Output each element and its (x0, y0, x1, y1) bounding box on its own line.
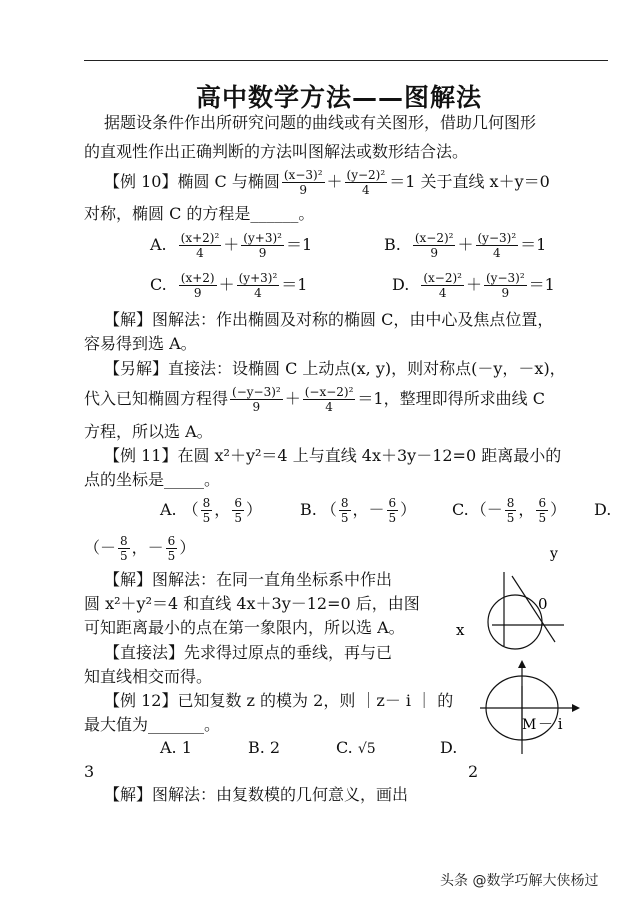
ex12-question-2: 最大值为_______。 (84, 715, 221, 734)
ex11-option-b: B. （ $\frac{8}{5}$ ，－ $\frac{6}{5}$ ） (300, 495, 417, 525)
ex10-option-c: C. $\frac{(x+2)}{9}$ ＋ $\frac{\text{(y+3)²}}{4}$ ＝1 (150, 270, 308, 300)
figure2-m-label: M (522, 717, 537, 733)
ex10-tail: ＝1 关于直线 x＋y＝0 (389, 172, 550, 191)
ex12-option-c: C. √5 (336, 738, 376, 757)
figure-circle-line (452, 542, 640, 650)
ex12-option-d: D. (440, 738, 458, 757)
intro-line-1: 据题设条件作出所研究问题的曲线或有关图形，借助几何图形 (104, 113, 537, 132)
ex11-question-1: 【例 11】在圆 x²＋y²＝4 上与直线 4x＋3y－12=0 距离最小的 (104, 446, 562, 465)
ex10-line2: 对称，椭圆 C 的方程是______。 (84, 204, 315, 223)
sqrt5-value: √5 (357, 741, 376, 757)
watermark: 头条 @数学巧解大侠杨过 (440, 873, 599, 889)
ex12-continued-2: 2 (468, 762, 479, 781)
ex12-option-a: A. 1 (160, 738, 192, 757)
intro-line-2: 的直观性作出正确判断的方法叫图解法或数形结合法。 (84, 142, 469, 161)
ex10-option-d: D. $\frac{\text{(x−2)²}}{4}$ ＋ $\frac{\text{(y−3)²}}{9}$ ＝1 (392, 270, 555, 300)
ex11-question-2: 点的坐标是_____。 (84, 470, 221, 489)
ex10-alt-3: 方程，所以选 A。 (84, 422, 213, 441)
ex10-option-b: B. $\frac{\text{(x−2)²}}{9}$ ＋ $\frac{\text{(y−3)²}}{4}$ ＝1 (384, 230, 547, 260)
ex11-solution-2: 圆 x²＋y²＝4 和直线 4x＋3y－12=0 后，由图 (84, 594, 420, 613)
ex12-question-1: 【例 12】已知复数 z 的模为 2，则 ｜z－ i ｜ 的 (104, 691, 454, 710)
ex10-option-a: A. $\frac{\text{(x+2)²}}{4}$ ＋ $\frac{\text{(y+3)²}}{9}$ ＝1 (150, 230, 313, 260)
ex10-frac-2: $\frac{\text{(y−2)²}}{4}$ (346, 167, 386, 197)
figure1-x-label: x (456, 621, 465, 639)
ex10-question: 【例 10】椭圆 C 与椭圆 $\frac{\text{(x−3)²}}{9}$ ＋ $\frac{\text{(y−2)²}}{4}$ ＝1 关于直线 x＋y＝0 (104, 167, 550, 197)
figure2-minus-i-label: － i (538, 715, 563, 733)
ex11-direct-1: 【直接法】先求得过原点的垂线，再与已 (104, 643, 393, 662)
ex10-alt-2: 代入已知椭圆方程得 $\frac{\text{(−y−3)²}}{9}$ ＋ $\frac{\text{(−x−2)²}}{4}$ ＝1，整理即得所求曲线 C (84, 384, 545, 414)
ex12-solution: 【解】图解法：由复数模的几何意义，画出 (104, 785, 409, 804)
ex10-solution-1: 【解】图解法：作出椭圆及对称的椭圆 C，由中心及焦点位置， (104, 310, 554, 329)
figure1-y-label: y (550, 546, 558, 562)
ex11-direct-2: 知直线相交而得。 (84, 667, 213, 686)
ex11-option-d: （－ $\frac{8}{5}$ ，－ $\frac{6}{5}$ ） (84, 533, 196, 563)
ex11-solution-3: 可知距离最小的点在第一象限内，所以选 A。 (84, 618, 405, 637)
top-rule (84, 60, 608, 61)
ex11-option-d-label: D. (594, 500, 612, 519)
ex11-option-a: A. （ $\frac{8}{5}$ ， $\frac{6}{5}$ ） (160, 495, 262, 525)
figure-modulus-circle (474, 658, 640, 758)
ex11-solution-1: 【解】图解法：在同一直角坐标系中作出 (104, 570, 393, 589)
ex10-solution-2: 容易得到选 A。 (84, 334, 197, 353)
ex10-head: 【例 10】椭圆 C 与椭圆 (104, 172, 280, 191)
ex11-option-c: C. （－ $\frac{8}{5}$ ， $\frac{6}{5}$ ） (452, 495, 567, 525)
ex12-option-b: B. 2 (248, 738, 281, 757)
figure1-origin-label: 0 (538, 595, 548, 613)
ex10-frac-1: $\frac{\text{(x−3)²}}{9}$ (283, 167, 323, 197)
ex10-alt-1: 【另解】直接法：设椭圆 C 上动点(x, y)，则对称点(－y，－x)， (104, 359, 566, 378)
page-title: 高中数学方法——图解法 (196, 83, 483, 112)
ex12-continued-3: 3 (84, 762, 95, 781)
